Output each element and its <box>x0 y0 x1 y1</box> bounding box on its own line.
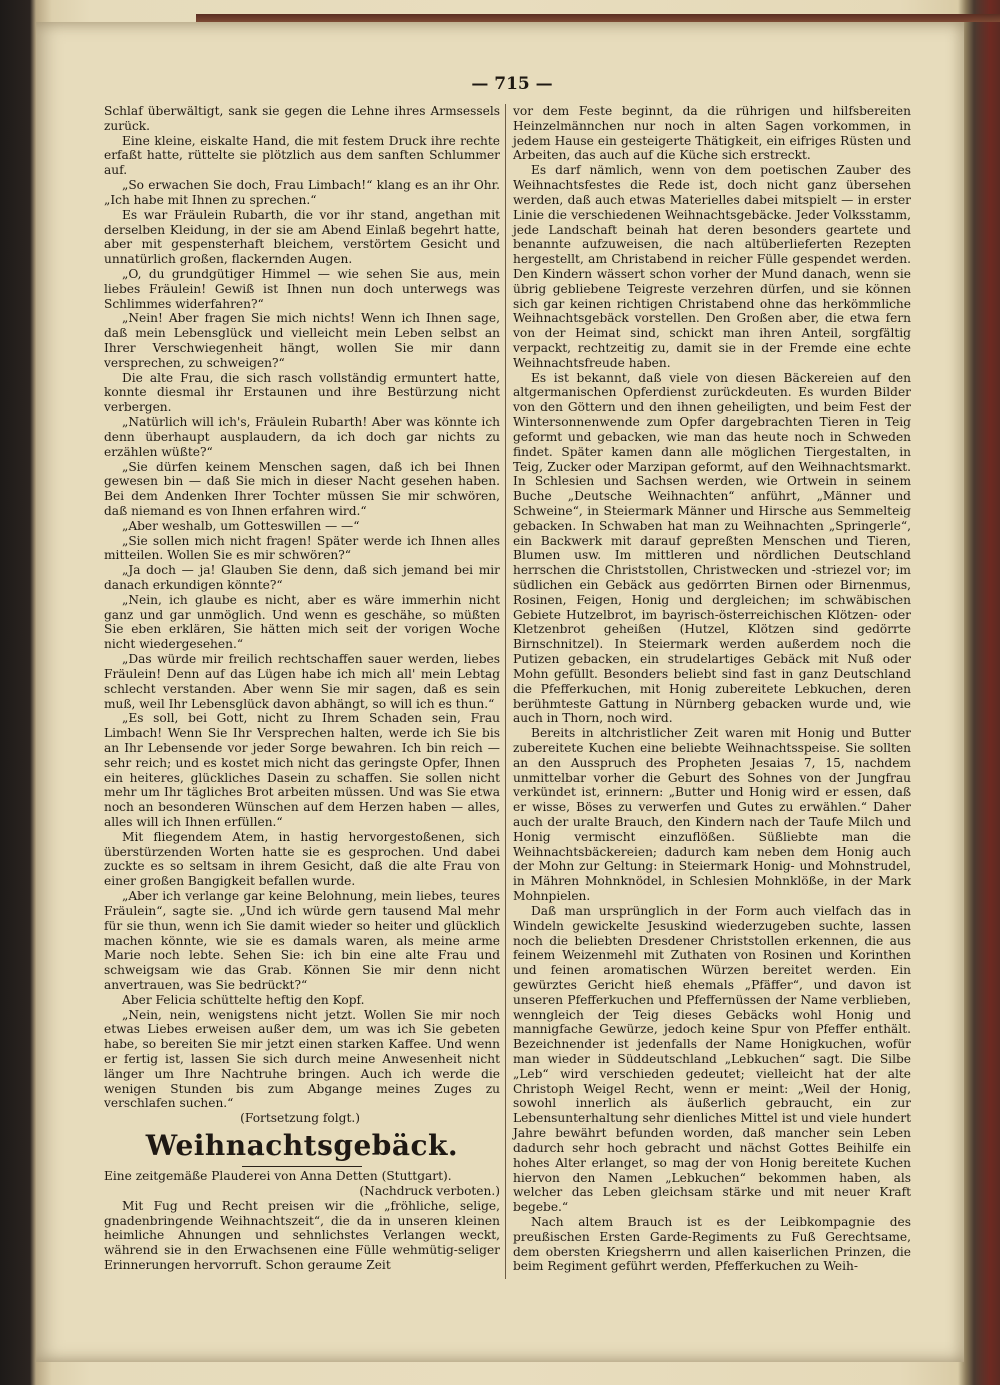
paragraph: „Nein, nein, wenigstens nicht jetzt. Wollen Sie mir noch etwas Liebes erweisen außer dem, um was ich Sie gebeten habe, so bereiten Sie mir jetzt einen starken Kaffee. Und wenn er fertig ist, lassen Sie sich durch meine Anwesenheit nicht länger um Ihre Nachtruhe bringen. Auch ich werde die wenigen Stunden bis zum Abgange meines Zuges zu verschlafen suchen.“ <box>104 1007 500 1111</box>
article-intro: Mit Fug und Recht preisen wir die „fröhliche, selige, gnadenbringende Weihnachtszeit“, die da in unseren kleinen heimliche Ahnungen und sehnlichstes Verlangen weckt, während sie in den Erwachsenen eine Fülle wehmütig-seliger Erinnerungen hervorruft. Schon geraume Zeit <box>104 1198 500 1272</box>
book-spine-edge <box>196 14 1000 22</box>
left-column <box>104 104 500 1273</box>
article-title: Weihnachtsgebäck. <box>145 1129 459 1163</box>
paragraph: Bereits in altchristlicher Zeit waren mit Honig und Butter zubereitete Kuchen eine beliebte Weihnachtsspeise. Sie sollten an den Ausspruch des Propheten Jesaias 7, 15, nachdem unmittelbar vorher die Geburt des Sohnes von der Jungfrau verkündet ist, erinnern: „Butter und Honig wird er essen, daß er wisse, Böses zu verwerfen und Gutes zu erwählen.“ Daher auch der uralte Brauch, den Kindern nach der Taufe Milch und Honig vermischt einzuflößen. Süßliebte man die Weihnachtsbäckereien; dadurch kam neben dem Honig auch der Mohn zur Geltung: in Steiermark Honig- und Mohnstrudel, in Mähren Mohnknödel, in Schlesien Mohnklöße, in der Mark Mohnpielen. <box>513 726 911 904</box>
paragraph: „Das würde mir freilich rechtschaffen sauer werden, liebes Fräulein! Denn auf das Lügen habe ich mich all' mein Lebtag schlecht verstanden. Aber wenn Sie mir sagen, daß es sein muß, weil Ihr Lebensglück davon abhängt, so will ich es thun.“ <box>104 652 500 711</box>
paragraph: „Nein, ich glaube es nicht, aber es wäre immerhin nicht ganz und gar unmöglich. Und wenn es geschähe, so müßten Sie eben erklären, Sie hätten mich seit der vorigen Woche nicht wiedergesehen.“ <box>104 592 500 652</box>
page-number: — 715 — <box>471 74 553 94</box>
paragraph: Nach altem Brauch ist es der Leibkompagnie des preußischen Ersten Garde-Regiments zu Fuß Gerechtsame, dem obersten Kriegsherrn und allen kaiserlichen Prinzen, die beim Regiment geführt werden, Pfefferkuchen zu Weih- <box>513 1214 911 1274</box>
paragraph: „Ja doch — ja! Glauben Sie denn, daß sich jemand bei mir danach erkundigen könnte?“ <box>104 563 500 592</box>
paragraph: „Sie dürfen keinem Menschen sagen, daß ich bei Ihnen gewesen bin — daß Sie mich in dieser Nacht gesehen haben. Bei dem Andenken Ihrer Tochter müssen Sie mir schwören, daß niemand es von Ihnen erfahren wird.“ <box>104 459 500 518</box>
paragraph: Eine kleine, eiskalte Hand, die mit festem Druck ihre rechte erfaßt hatte, rüttelte sie plötzlich aus dem sanften Schlummer auf. <box>104 133 500 178</box>
paragraph: Daß man ursprünglich in der Form auch vielfach das in Windeln gewickelte Jesuskind wiederzugeben suchte, lassen noch die beliebten Dresdener Christstollen erkennen, die aus feinem Weizenmehl mit Zuthaten von Rosinen und Korinthen und feinen aromatischen Würzen bereitet werden. Ein gewürztes Gericht hieß ehemals „Pfäffer“, und davon ist unseren Pfefferkuchen und Pfeffernüssen der Name verblieben, wenngleich der Teig dieses Gebäcks wohl Honig und mannigfache Gewürze, jedoch keine Spur von Pfeffer enthält. Bezeichnender ist jedenfalls der Name Honigkuchen, wofür man wieder in Süddeutschland „Lebkuchen“ sagt. Die Silbe „Leb“ wird verschieden gedeutet; vielleicht hat der alte Christoph Weigel Recht, wenn er meint: „Weil der Honig, sowohl innerlich als äußerlich gebraucht, ein zur Lebensunterhaltung sehr dienliches Mittel ist und viele hundert Jahre bewährt befunden worden, daß mancher sein Leben dadurch sehr hoch gebracht und nächst Gottes Beihilfe ein hohes Alter erlanget, so mag der von Honig bereitete Kuchen hiervon den Namen „Lebkuchen“ bekommen haben, als welcher das Leben gleichsam stärke und mit neuer Kraft begebe.“ <box>513 903 911 1215</box>
paragraph: Schlaf überwältigt, sank sie gegen die Lehne ihres Armsessels zurück. <box>104 104 500 133</box>
paragraph: Es darf nämlich, wenn von dem poetischen Zauber des Weihnachtsfestes die Rede ist, doch nicht ganz übersehen werden, daß auch etwas Materielles dabei mitspielt — in erster Linie die verschiedenen Weihnachtsgebäcke. Jeder Volksstamm, jede Landschaft beinah hat deren besonders geartete und benannte aufzuweisen, die nach altüberlieferten Rezepten hergestellt, am Christabend in reicher Fülle gespendet werden. Den Kindern wässert schon vorher der Mund danach, wenn sie übrig gebliebene Teigreste verzehren dürfen, und sie können sich gar keinen richtigen Christabend ohne das herkömmliche Weihnachtsgebäck vorstellen. Den Großen aber, die etwa fern von der Heimat sind, schickt man ihren Anteil, sorgfältig verpackt, rechtzeitig zu, damit sie in der Fremde eine echte Weihnachtsfreude haben. <box>513 163 911 370</box>
paragraph: Die alte Frau, die sich rasch vollständig ermuntert hatte, konnte diesmal ihr Erstaunen und ihre Bestürzung nicht verbergen. <box>104 370 500 415</box>
right-column <box>513 104 911 1274</box>
paragraph: „Es soll, bei Gott, nicht zu Ihrem Schaden sein, Frau Limbach! Wenn Sie Ihr Versprechen halten, werde ich Sie bis an Ihr Lebensende vor jeder Sorge bewahren. Ich bin reich — sehr reich; und es kostet mich nicht das geringste Opfer, Ihnen ein heiteres, glückliches Dasein zu schaffen. Sie sollen nicht mehr um Ihr tägliches Brot arbeiten müssen. Und was Sie etwa noch an besonderen Wünschen auf dem Herzen haben — alles, alles will ich Ihnen erfüllen.“ <box>104 711 500 829</box>
story-continuation <box>104 104 500 1111</box>
paragraph: „Sie sollen mich nicht fragen! Später werde ich Ihnen alles mitteilen. Wollen Sie es mir schwören?“ <box>104 533 500 563</box>
paragraph: „Aber ich verlange gar keine Belohnung, mein liebes, teures Fräulein“, sagte sie. „Und ich würde gern tausend Mal mehr für sie thun, wenn ich Sie damit wieder so heiter und glücklich machen könnte, wie sie es damals waren, als meine arme Marie noch lebte. Sehen Sie: ich bin eine alte Frau und schweigsam wie das Grab. Können Sie mir denn nicht anvertrauen, was Sie bedrückt?“ <box>104 889 500 992</box>
paragraph: „Nein! Aber fragen Sie mich nichts! Wenn ich Ihnen sage, daß mein Lebensglück und vielleicht mein Leben selbst an Ihrer Verschwiegenheit hängt, wollen Sie mir dann versprechen, zu schweigen?“ <box>104 311 500 370</box>
paragraph: Es war Fräulein Rubarth, die vor ihr stand, angethan mit derselben Kleidung, in der sie am Abend Einlaß begehrt hatte, aber mit gespensterhaft bleichem, verstörtem Gesicht und unnatürlich großen, flackernden Augen. <box>104 207 500 267</box>
column-divider <box>505 104 506 1279</box>
paragraph: „O, du grundgütiger Himmel — wie sehen Sie aus, mein liebes Fräulein! Gewiß ist Ihnen nun doch unterwegs was Schlimmes widerfahren?“ <box>104 266 500 311</box>
paragraph: „Aber weshalb, um Gotteswillen — —“ <box>122 518 360 533</box>
reprint-note: (Nachdruck verboten.) <box>359 1183 500 1198</box>
paragraph: Mit fliegendem Atem, in hastig hervorgestoßenen, sich überstürzenden Worten hatte sie es gesprochen. Und dabei zuckte es so seltsam in ihrem Gesicht, daß die alte Frau von einer großen Bangigkeit befallen wurde. <box>104 829 500 889</box>
article-subtitle: Eine zeitgemäße Plauderei von Anna Detten (Stuttgart). <box>104 1169 452 1184</box>
paragraph: „So erwachen Sie doch, Frau Limbach!“ klang es an ihr Ohr. „Ich habe mit Ihnen zu sprechen.“ <box>104 178 500 207</box>
paragraph: Aber Felicia schüttelte heftig den Kopf. <box>122 992 365 1007</box>
continuation-note: (Fortsetzung folgt.) <box>240 1111 360 1126</box>
paragraph: vor dem Feste beginnt, da die rührigen und hilfsbereiten Heinzelmännchen nur noch in alten Sagen vorkommen, in jedem Hause ein gesteigerte Thätigkeit, ein eifriges Rüsten und Arbeiten, das auch auf die Küche sich erstreckt. <box>513 104 911 163</box>
title-rule <box>242 1166 362 1167</box>
paragraph: „Natürlich will ich's, Fräulein Rubarth! Aber was könnte ich denn überhaupt ausplaudern, da ich doch gar nichts zu erzählen wüßte?“ <box>104 415 500 459</box>
paragraph: Es ist bekannt, daß viele von diesen Bäckereien auf den altgermanischen Opferdienst zurückdeuten. Es wurden Bilder von den Göttern und den ihnen geheiligten, und beim Fest der Wintersonnenwende zum Opfer dargebrachten Tieren in Teig geformt und gebacken, wie man das heute noch in Schweden findet. Später kamen dann alle möglichen Tiergestalten, in Teig, Zucker oder Marzipan geformt, auf den Weihnachtsmarkt. In Schlesien und Sachsen werden, wie Ortwein in seinem Buche „Deutsche Weihnachten“ anführt, „Männer und Schweine“, in Steiermark Männer und Hirsche aus Semmelteig gebacken. In Schwaben hat man zu Weihnachten „Springerle“, ein Backwerk mit darauf gepreßten Menschen und Tieren, Blumen usw. Im mittleren und nördlichen Deutschland herrschen die Christstollen, Christwecken und -striezel vor; im südlichen ein Gebäck aus gedörrten Birnen oder Birnenmus, Rosinen, Feigen, Honig und dergleichen; im schwäbischen Gebiete Hutzelbrot, im bayrisch-österreichischen Klötzen- oder Kletzenbrot geheißen (Hutzel, Klötzen sind gedörrte Birnschnitzel). In Steiermark werden außerdem noch die Putizen gebacken, ein strudelartiges Gebäck mit Nuß oder Mohn gefüllt. Besonders beliebt sind fast in ganz Deutschland die Pfefferkuchen, mit Honig zubereitete Lebkuchen, deren berühmteste Gattung in Nürnberg gebacken wurde und, wie auch in Thorn, noch wird. <box>513 370 911 726</box>
